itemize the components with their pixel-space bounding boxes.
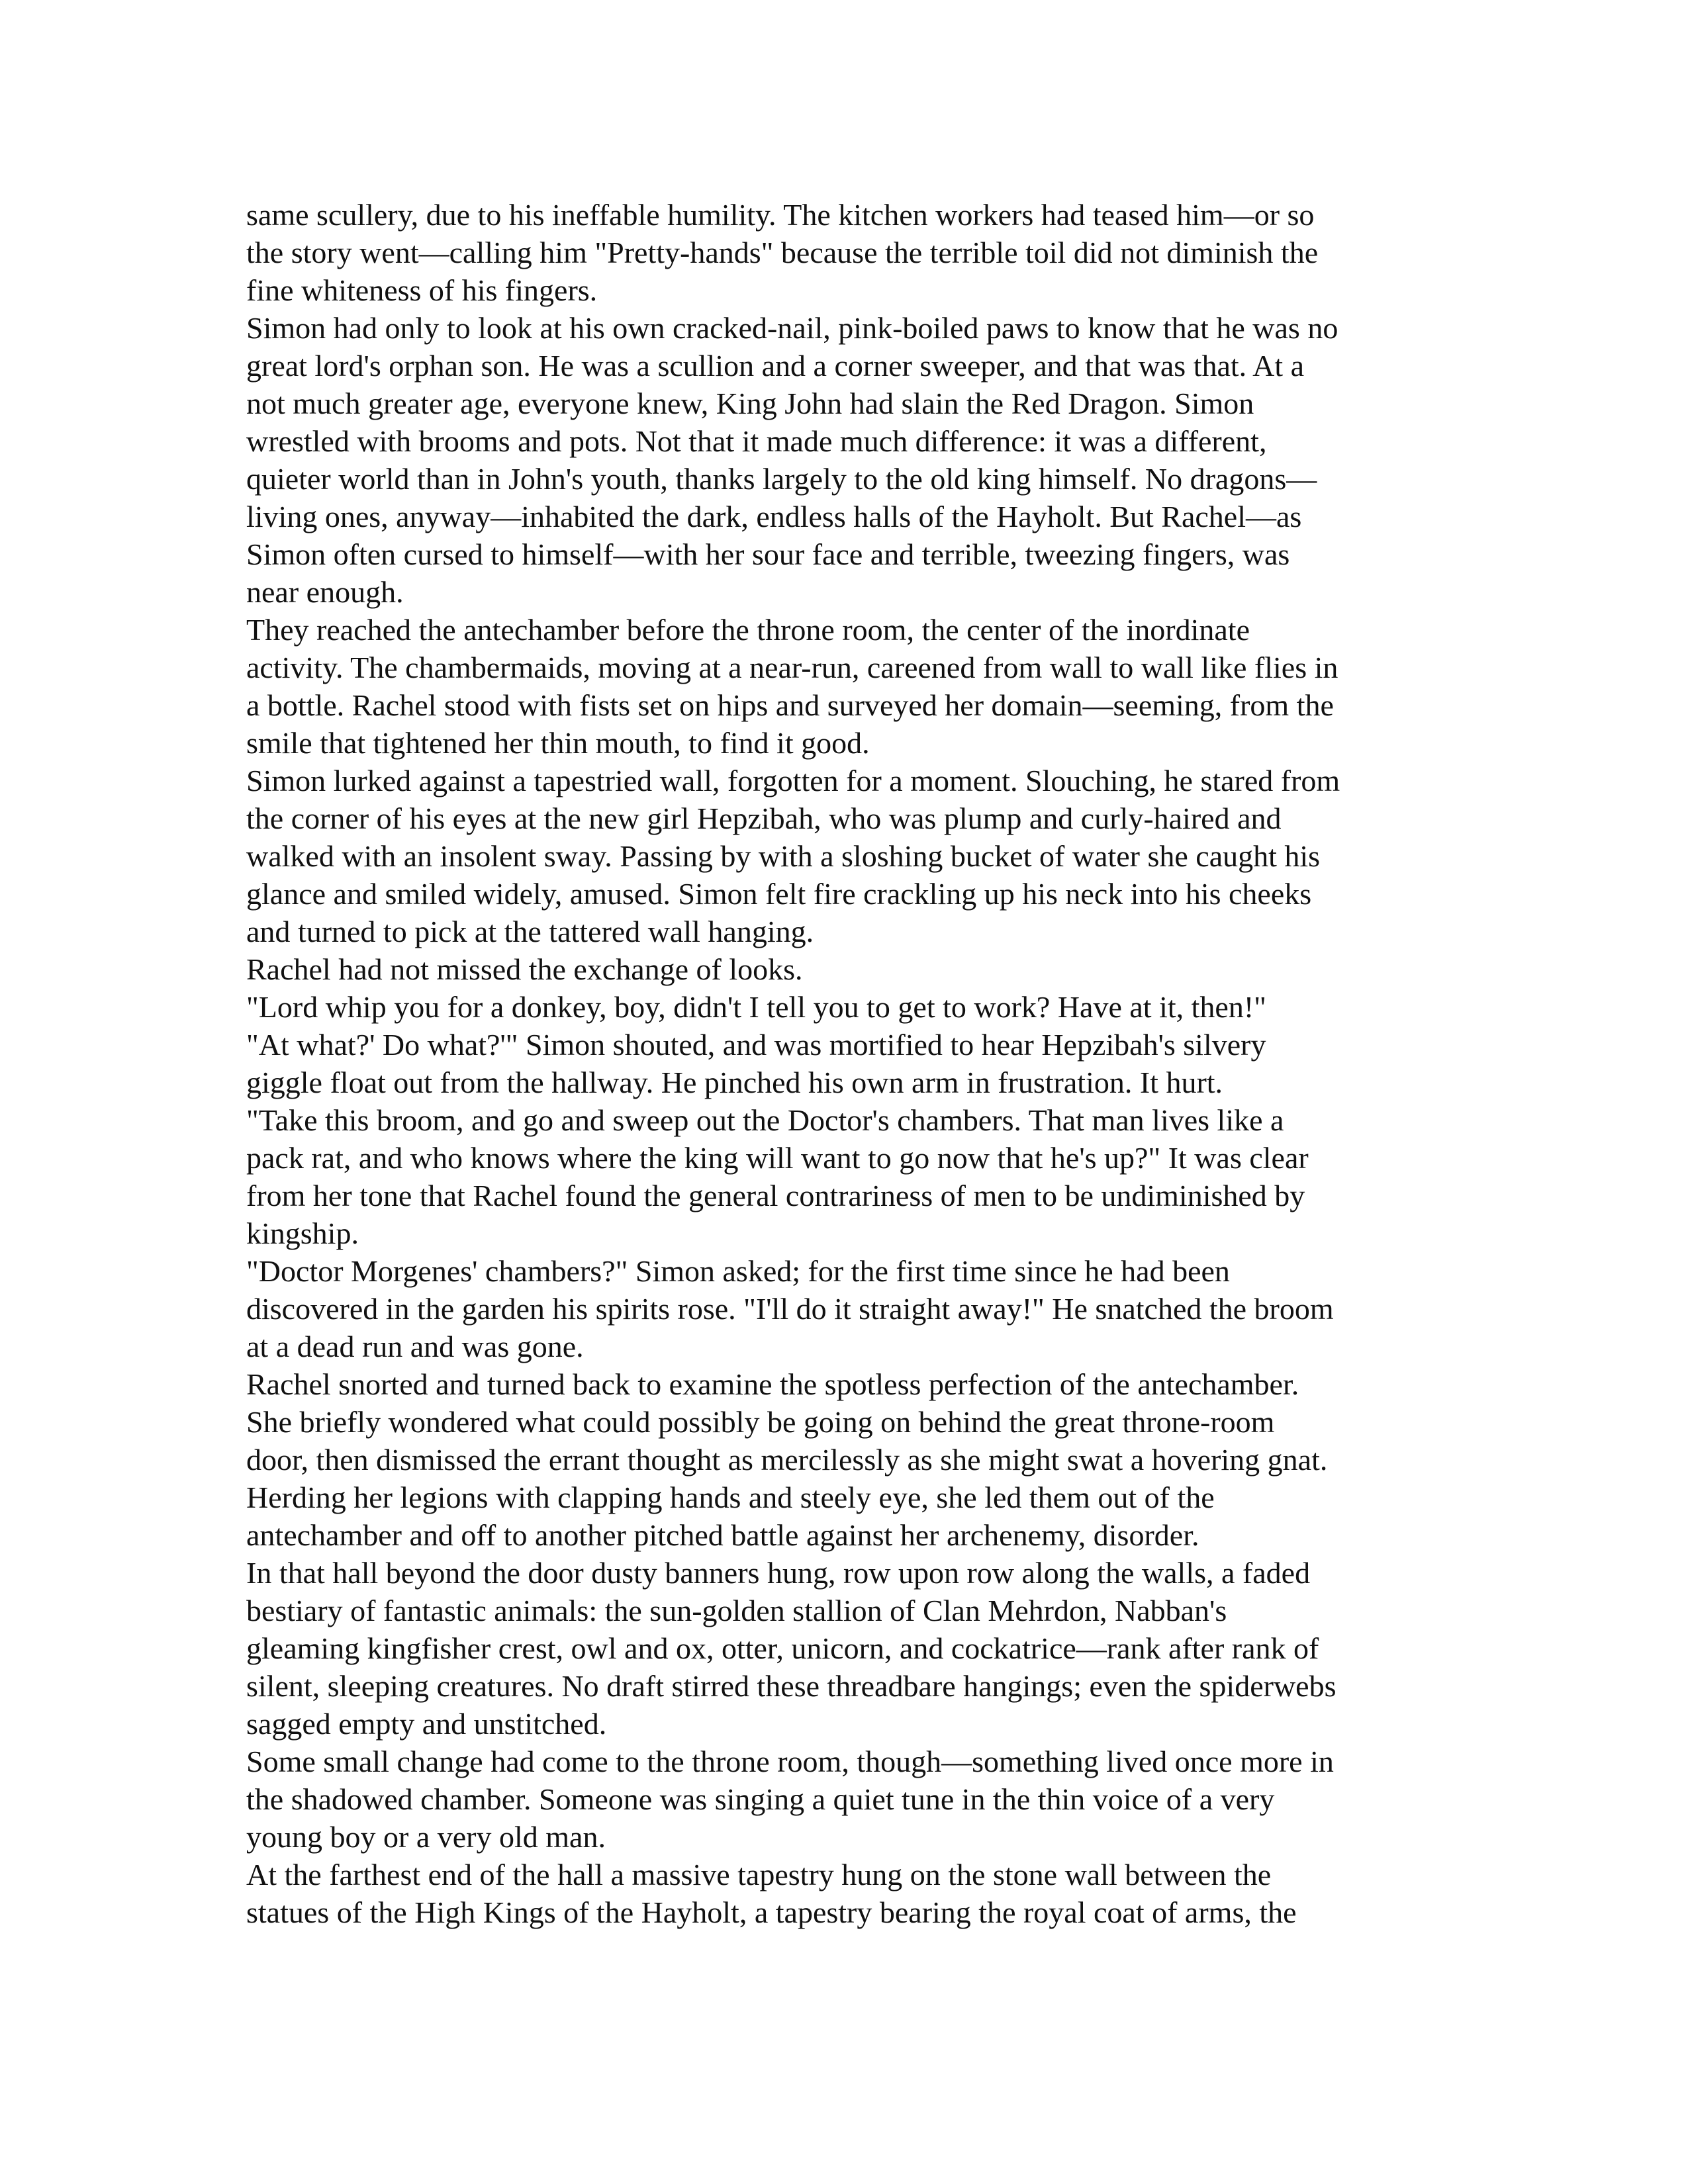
text-line: same scullery, due to his ineffable humility. The kitchen workers had teased him—or so [246,198,1315,232]
text-line: wrestled with brooms and pots. Not that it made much difference: it was a different, [246,424,1267,458]
text-line: young boy or a very old man. [246,1820,606,1854]
text-line: fine whiteness of his fingers. [246,273,598,307]
text-line: walked with an insolent sway. Passing by with a sloshing bucket of water she caught his [246,839,1321,873]
text-line: At the farthest end of the hall a massive tapestry hung on the stone wall between the [246,1858,1272,1891]
text-line: silent, sleeping creatures. No draft stirred these threadbare hangings; even the spiderwebs [246,1669,1336,1703]
text-line: the corner of his eyes at the new girl Hepzibah, who was plump and curly-haired and [246,801,1282,835]
text-line: at a dead run and was gone. [246,1330,584,1363]
text-line: the story went—calling him "Pretty-hands" because the terrible toil did not diminish the [246,236,1319,269]
text-line: "Doctor Morgenes' chambers?" Simon asked; for the first time since he had been [246,1254,1230,1288]
text-line: living ones, anyway—inhabited the dark, endless halls of the Hayholt. But Rachel—as [246,500,1302,533]
text-line: Simon had only to look at his own cracked-nail, pink-boiled paws to know that he was no [246,311,1338,345]
text-line: "Take this broom, and go and sweep out the Doctor's chambers. That man lives like a [246,1103,1284,1137]
text-line: giggle float out from the hallway. He pinched his own arm in frustration. It hurt. [246,1066,1223,1099]
text-line: near enough. [246,575,404,609]
text-line: door, then dismissed the errant thought as mercilessly as she might swat a hovering gnat. [246,1443,1328,1477]
text-line: antechamber and off to another pitched battle against her archenemy, disorder. [246,1518,1199,1552]
text-line: gleaming kingfisher crest, owl and ox, otter, unicorn, and cockatrice—rank after rank of [246,1631,1319,1665]
text-line: Some small change had come to the throne room, though—something lived once more in [246,1745,1334,1778]
text-line: Rachel had not missed the exchange of looks. [246,952,803,986]
text-line: Rachel snorted and turned back to examine the spotless perfection of the antechamber. [246,1367,1299,1401]
body-text [246,196,1438,1931]
text-line: not much greater age, everyone knew, King John had slain the Red Dragon. Simon [246,387,1254,420]
text-line: "Lord whip you for a donkey, boy, didn't I tell you to get to work? Have at it, then!" [246,990,1266,1024]
text-line: Simon often cursed to himself—with her sour face and terrible, tweezing fingers, was [246,537,1290,571]
text-line: discovered in the garden his spirits rose. "I'll do it straight away!" He snatched the broom [246,1292,1334,1326]
text-line: Herding her legions with clapping hands and steely eye, she led them out of the [246,1480,1215,1514]
text-line: statues of the High Kings of the Hayholt, a tapestry bearing the royal coat of arms, the [246,1895,1297,1929]
text-line: sagged empty and unstitched. [246,1707,607,1741]
text-line: She briefly wondered what could possibly be going on behind the great throne-room [246,1405,1275,1439]
text-line: kingship. [246,1216,359,1250]
text-line: great lord's orphan son. He was a scullion and a corner sweeper, and that was that. At a [246,349,1305,383]
text-line: Simon lurked against a tapestried wall, forgotten for a moment. Slouching, he stared from [246,764,1340,797]
text-line: the shadowed chamber. Someone was singing a quiet tune in the thin voice of a very [246,1782,1275,1816]
text-line: from her tone that Rachel found the general contrariness of men to be undiminished by [246,1179,1305,1212]
text-line: quieter world than in John's youth, thanks largely to the old king himself. No dragons— [246,462,1317,496]
text-line: activity. The chambermaids, moving at a near-run, careened from wall to wall like flies in [246,651,1338,684]
text-line: smile that tightened her thin mouth, to find it good. [246,726,870,760]
text-line: and turned to pick at the tattered wall hanging. [246,915,814,948]
text-line: In that hall beyond the door dusty banners hung, row upon row along the walls, a faded [246,1556,1311,1590]
text-line: a bottle. Rachel stood with fists set on hips and surveyed her domain—seeming, from the [246,688,1334,722]
text-line: They reached the antechamber before the throne room, the center of the inordinate [246,613,1250,647]
text-line: glance and smiled widely, amused. Simon felt fire crackling up his neck into his cheeks [246,877,1312,911]
text-line: bestiary of fantastic animals: the sun-golden stallion of Clan Mehrdon, Nabban's [246,1594,1227,1627]
text-line: pack rat, and who knows where the king will want to go now that he's up?" It was clear [246,1141,1309,1175]
text-line: "At what?' Do what?'" Simon shouted, and was mortified to hear Hepzibah's silvery [246,1028,1266,1062]
